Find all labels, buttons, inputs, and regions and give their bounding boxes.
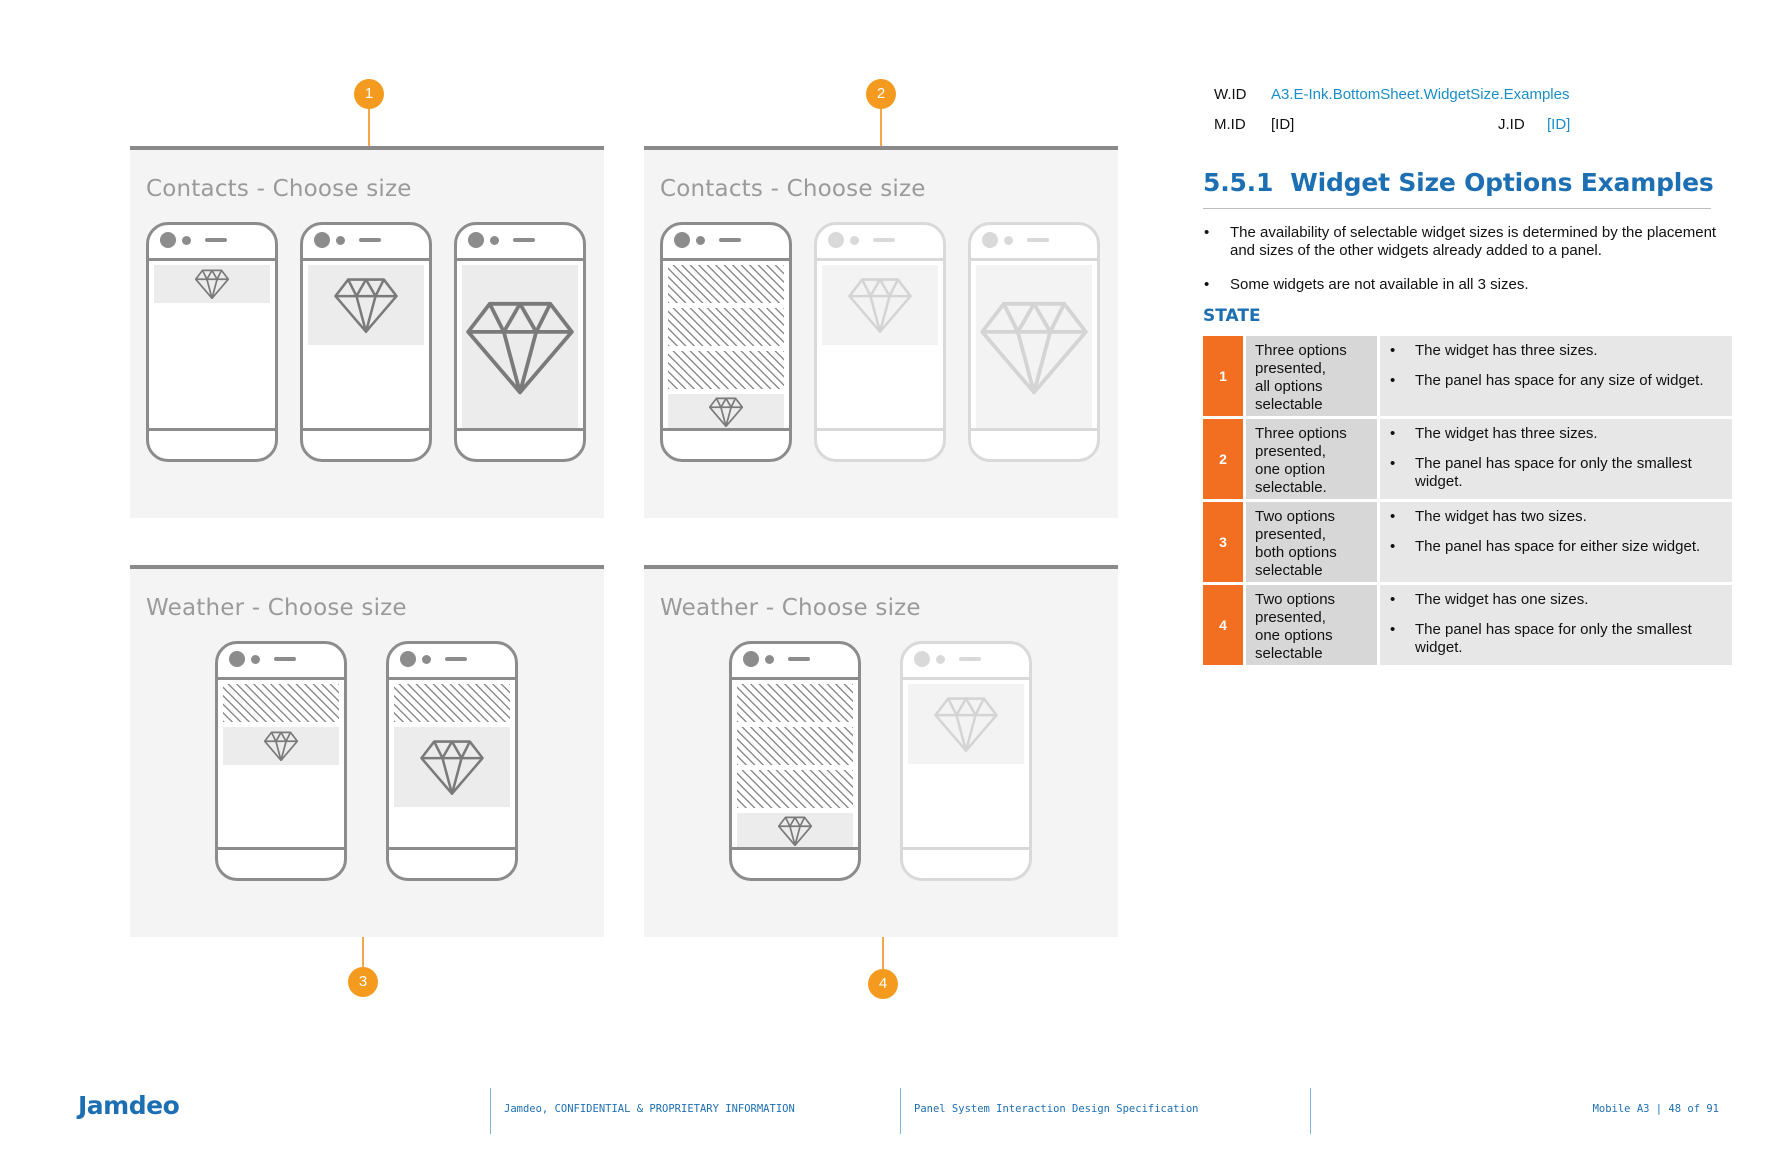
occupied-widget-slot (737, 727, 853, 765)
occupied-widget-slot (668, 351, 784, 389)
phone-bottombar (457, 428, 583, 431)
panel-contacts-state-1 (130, 146, 604, 518)
sensor-dot (850, 236, 859, 245)
panel-title: Contacts - Choose size (660, 176, 926, 202)
phone-topbar (149, 258, 275, 261)
phone-bottombar (149, 428, 275, 431)
speaker-bar (873, 238, 895, 242)
phone-topbar (218, 677, 344, 680)
state-desc-item: • The widget has one sizes. (1390, 591, 1589, 608)
state-number: 1 (1203, 336, 1245, 418)
camera-dot (674, 232, 690, 248)
diamond-icon (980, 299, 1088, 395)
state-number: 3 (1203, 501, 1245, 584)
footer-confidential: Jamdeo, CONFIDENTIAL & PROPRIETARY INFORMATION (504, 1103, 795, 1115)
camera-dot (400, 651, 416, 667)
diamond-icon (195, 269, 229, 299)
speaker-bar (959, 657, 981, 661)
panel-weather-state-3 (130, 565, 604, 937)
footer-divider (490, 1088, 491, 1134)
state-row-2 (1203, 418, 1732, 501)
brand-logo: Jamdeo (78, 1091, 180, 1120)
sensor-dot (182, 236, 191, 245)
callout-2-line (880, 109, 882, 146)
phone-large-option-disabled (968, 222, 1100, 462)
callout-1-line (368, 109, 370, 146)
bullet-text: Some widgets are not available in all 3 sizes. (1230, 276, 1529, 293)
phone-topbar (663, 258, 789, 261)
callout-4: 4 (868, 969, 898, 999)
sensor-dot (765, 655, 774, 664)
state-desc-item: • The widget has three sizes. (1390, 342, 1598, 359)
phone-topbar (732, 677, 858, 680)
camera-dot (828, 232, 844, 248)
widget-large (976, 265, 1092, 429)
camera-dot (982, 232, 998, 248)
sensor-dot (1004, 236, 1013, 245)
phone-bottombar (389, 847, 515, 850)
occupied-widget-slot (668, 265, 784, 303)
panel-title: Weather - Choose size (660, 595, 921, 621)
phone-medium-option[interactable] (386, 641, 518, 881)
occupied-widget-slot (668, 308, 784, 346)
bullet-line: The availability of selectable widget sizes is determined by the placement (1230, 224, 1717, 241)
speaker-bar (274, 657, 296, 661)
mid-label: M.ID (1214, 116, 1246, 133)
phone-bottombar (218, 847, 344, 850)
footer-doc-title: Panel System Interaction Design Specification (914, 1103, 1199, 1115)
sensor-dot (936, 655, 945, 664)
widget-medium (394, 727, 510, 807)
phone-topbar (971, 258, 1097, 261)
widget-medium (822, 265, 938, 345)
speaker-bar (1027, 238, 1049, 242)
callout-1: 1 (354, 79, 384, 109)
sensor-dot (696, 236, 705, 245)
state-description (1379, 501, 1733, 584)
speaker-bar (719, 238, 741, 242)
widget-medium (308, 265, 424, 345)
occupied-widget-slot (394, 684, 510, 722)
sensor-dot (336, 236, 345, 245)
wid-label: W.ID (1214, 86, 1247, 103)
state-number: 4 (1203, 584, 1245, 667)
state-description (1379, 584, 1733, 667)
diamond-icon (934, 696, 998, 752)
phone-topbar (817, 258, 943, 261)
callout-2: 2 (866, 79, 896, 109)
camera-dot (468, 232, 484, 248)
camera-dot (314, 232, 330, 248)
speaker-bar (788, 657, 810, 661)
bullet-text (1230, 224, 1720, 260)
phone-topbar (303, 258, 429, 261)
callout-4-line (882, 937, 884, 969)
phone-small-option[interactable] (660, 222, 792, 462)
phone-bottombar (817, 428, 943, 431)
diamond-icon (778, 816, 812, 846)
widget-small (223, 727, 339, 765)
sensor-dot (422, 655, 431, 664)
bullet-line: and sizes of the other widgets already added to a panel. (1230, 242, 1602, 259)
diamond-icon (848, 277, 912, 333)
state-desc-item: • The widget has two sizes. (1390, 508, 1587, 525)
state-desc-item: • The panel has space for only the smallest widget. (1390, 455, 1692, 490)
diamond-icon (709, 397, 743, 427)
bullet-item (1204, 276, 1724, 296)
widget-small (154, 265, 270, 303)
occupied-widget-slot (223, 684, 339, 722)
widget-medium (908, 684, 1024, 764)
phone-small-option[interactable] (729, 641, 861, 881)
phone-small-option[interactable] (215, 641, 347, 881)
state-table (1203, 336, 1732, 668)
state-row-3 (1203, 501, 1732, 584)
callout-3-line (362, 937, 364, 967)
sensor-dot (251, 655, 260, 664)
jid-value[interactable]: [ID] (1547, 116, 1571, 133)
state-label: Two options presented, both options selectable (1245, 501, 1379, 584)
state-desc-item: • The panel has space for any size of widget. (1390, 372, 1704, 389)
diamond-icon (420, 739, 484, 795)
state-desc-item: • The panel has space for only the smallest widget. (1390, 621, 1692, 656)
section-heading (1203, 168, 1714, 197)
phone-bottombar (303, 428, 429, 431)
phone-bottombar (732, 847, 858, 850)
section-title: Widget Size Options Examples (1290, 168, 1714, 197)
panel-weather-state-4 (644, 565, 1118, 937)
callout-3: 3 (348, 967, 378, 997)
widget-small (737, 813, 853, 849)
camera-dot (914, 651, 930, 667)
bullet-dot: • (1204, 224, 1210, 241)
state-number: 2 (1203, 418, 1245, 501)
occupied-widget-slot (737, 684, 853, 722)
state-desc-item: • The panel has space for either size widget. (1390, 538, 1701, 555)
footer-page-number: Mobile A3 | 48 of 91 (1592, 1103, 1719, 1115)
phone-medium-option-disabled (900, 641, 1032, 881)
bullet-item (1204, 224, 1724, 264)
camera-dot (160, 232, 176, 248)
state-label: Three options presented, one option selectable. (1245, 418, 1379, 501)
speaker-bar (445, 657, 467, 661)
panel-contacts-state-2 (644, 146, 1118, 518)
diamond-icon (466, 299, 574, 395)
phone-bottombar (903, 847, 1029, 850)
panel-title: Weather - Choose size (146, 595, 407, 621)
speaker-bar (359, 238, 381, 242)
diamond-icon (334, 277, 398, 333)
phone-medium-option-disabled (814, 222, 946, 462)
panel-title: Contacts - Choose size (146, 176, 412, 202)
state-heading: STATE (1203, 306, 1261, 326)
heading-divider (1203, 208, 1711, 209)
state-description (1379, 418, 1733, 501)
state-desc-item: • The widget has three sizes. (1390, 425, 1598, 442)
section-number: 5.5.1 (1203, 168, 1274, 197)
widget-small (668, 394, 784, 430)
diamond-icon (264, 731, 298, 761)
phone-topbar (903, 677, 1029, 680)
phone-large-option[interactable] (454, 222, 586, 462)
mid-value: [ID] (1271, 116, 1295, 133)
occupied-widget-slot (737, 770, 853, 808)
phone-bottombar (971, 428, 1097, 431)
camera-dot (229, 651, 245, 667)
phone-topbar (457, 258, 583, 261)
state-label: Two options presented, one options selectable (1245, 584, 1379, 667)
footer-divider (1310, 1088, 1311, 1134)
footer-divider (900, 1088, 901, 1134)
state-row-4 (1203, 584, 1732, 667)
camera-dot (743, 651, 759, 667)
speaker-bar (513, 238, 535, 242)
phone-medium-option[interactable] (300, 222, 432, 462)
phone-bottombar (663, 428, 789, 431)
state-description (1379, 336, 1733, 418)
jid-label: J.ID (1498, 116, 1525, 133)
phone-small-option[interactable] (146, 222, 278, 462)
bullet-dot: • (1204, 276, 1210, 293)
widget-large (462, 265, 578, 429)
state-row-1 (1203, 336, 1732, 418)
phone-topbar (389, 677, 515, 680)
state-label: Three options presented, all options selectable (1245, 336, 1379, 418)
speaker-bar (205, 238, 227, 242)
sensor-dot (490, 236, 499, 245)
wid-value[interactable]: A3.E-Ink.BottomSheet.WidgetSize.Examples (1271, 86, 1570, 103)
